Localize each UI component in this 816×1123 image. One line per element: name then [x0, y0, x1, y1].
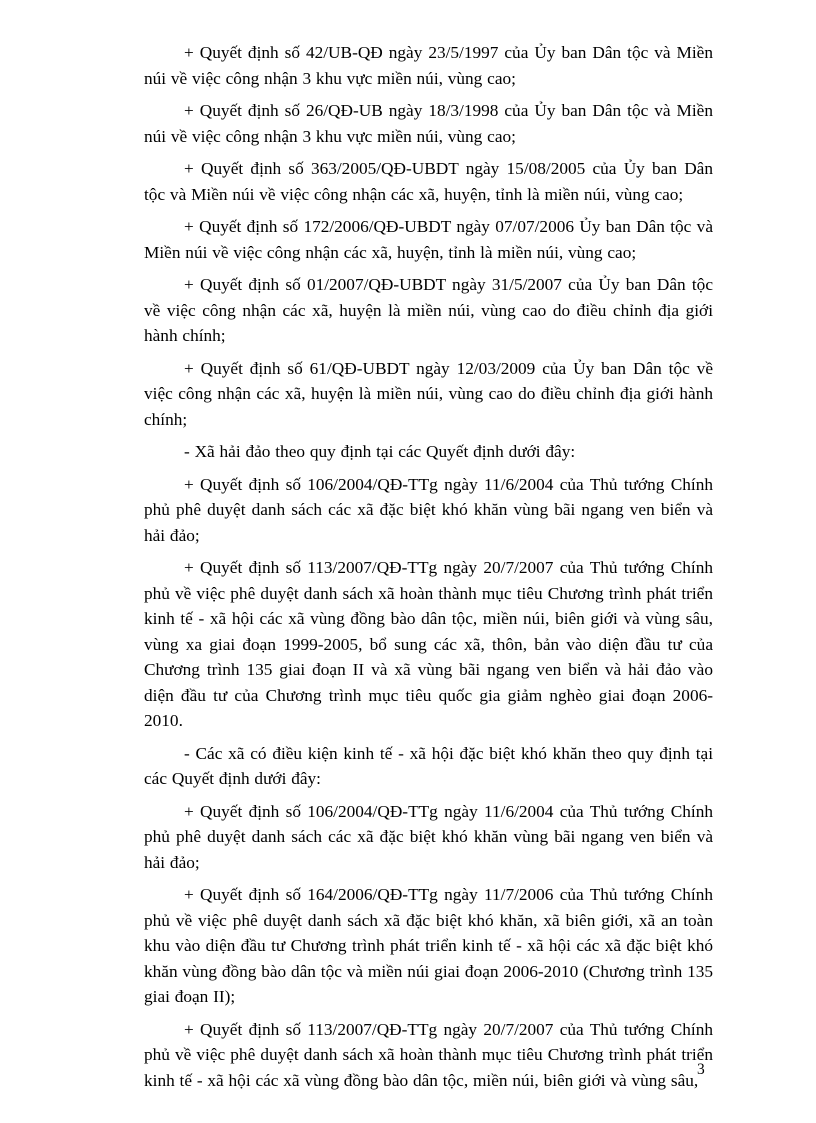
paragraph-decision-113-2007-repeat: + Quyết định số 113/2007/QĐ-TTg ngày 20/7/2007 của Thủ tướng Chính phủ về việc phê duyệt danh sách xã hoàn thành mục tiêu Chương trình phát triển kinh tế - xã hội các xã vùng đồng bào dân tộc, miền núi, biên giới và vùng sâu, — [144, 1019, 713, 1090]
paragraph-difficult-communes: - Các xã có điều kiện kinh tế - xã hội đặc biệt khó khăn theo quy định tại các Quyết định dưới đây: — [144, 743, 713, 788]
paragraph-decision-363-2005: + Quyết định số 363/2005/QĐ-UBDT ngày 15/08/2005 của Ủy ban Dân tộc và Miền núi về việc công nhận các xã, huyện, tỉnh là miền núi, vùng cao; — [144, 159, 713, 204]
paragraph-decision-01-2007: + Quyết định số 01/2007/QĐ-UBDT ngày 31/5/2007 của Ủy ban Dân tộc về việc công nhận các xã, huyện là miền núi, vùng cao do điều chỉnh địa giới hành chính; — [144, 275, 713, 345]
paragraph-decision-61-2009: + Quyết định số 61/QĐ-UBDT ngày 12/03/2009 của Ủy ban Dân tộc về việc công nhận các xã, huyện là miền núi, vùng cao do điều chỉnh địa giới hành chính; — [144, 358, 713, 429]
page-number: 3 — [697, 1061, 705, 1078]
document-body — [144, 40, 713, 1100]
paragraph-decision-164-2006: + Quyết định số 164/2006/QĐ-TTg ngày 11/7/2006 của Thủ tướng Chính phủ về việc phê duyệt danh sách xã đặc biệt khó khăn, xã biên giới, xã an toàn khu vào diện đầu tư Chương trình phát triển kinh tế - xã hội các xã đặc biệt khó khăn vùng đồng bào dân tộc và miền núi giai đoạn 2006-2010 (Chương trình 135 giai đoạn II); — [144, 885, 713, 1006]
paragraph-decision-106-2004-repeat: + Quyết định số 106/2004/QĐ-TTg ngày 11/6/2004 của Thủ tướng Chính phủ phê duyệt danh sách các xã đặc biệt khó khăn vùng bãi ngang ven biển và hải đảo; — [144, 801, 713, 872]
paragraph-decision-42-1997: + Quyết định số 42/UB-QĐ ngày 23/5/1997 của Ủy ban Dân tộc và Miền núi về việc công nhận 3 khu vực miền núi, vùng cao; — [144, 43, 713, 88]
paragraph-island-communes: - Xã hải đảo theo quy định tại các Quyết định dưới đây: — [184, 442, 576, 461]
paragraph-decision-106-2004: + Quyết định số 106/2004/QĐ-TTg ngày 11/6/2004 của Thủ tướng Chính phủ phê duyệt danh sách các xã đặc biệt khó khăn vùng bãi ngang ven biển và hải đảo; — [144, 474, 713, 545]
paragraph-decision-172-2006: + Quyết định số 172/2006/QĐ-UBDT ngày 07/07/2006 Ủy ban Dân tộc và Miền núi về việc công nhận các xã, huyện, tỉnh là miền núi, vùng cao; — [144, 217, 713, 262]
paragraph-decision-113-2007: + Quyết định số 113/2007/QĐ-TTg ngày 20/7/2007 của Thủ tướng Chính phủ về việc phê duyệt danh sách xã hoàn thành mục tiêu Chương trình phát triển kinh tế - xã hội các xã vùng đồng bào dân tộc, miền núi, biên giới và vùng sâu, vùng xa giai đoạn 1999-2005, bổ sung các xã, thôn, bản vào diện đầu tư của Chương trình 135 giai đoạn II và xã vùng bãi ngang ven biển và hải đảo vào diện đầu tư của Chương trình mục tiêu quốc gia giảm nghèo giai đoạn 2006-2010. — [144, 558, 713, 730]
paragraph-decision-26-1998: + Quyết định số 26/QĐ-UB ngày 18/3/1998 của Ủy ban Dân tộc và Miền núi về việc công nhận 3 khu vực miền núi, vùng cao; — [144, 101, 713, 146]
